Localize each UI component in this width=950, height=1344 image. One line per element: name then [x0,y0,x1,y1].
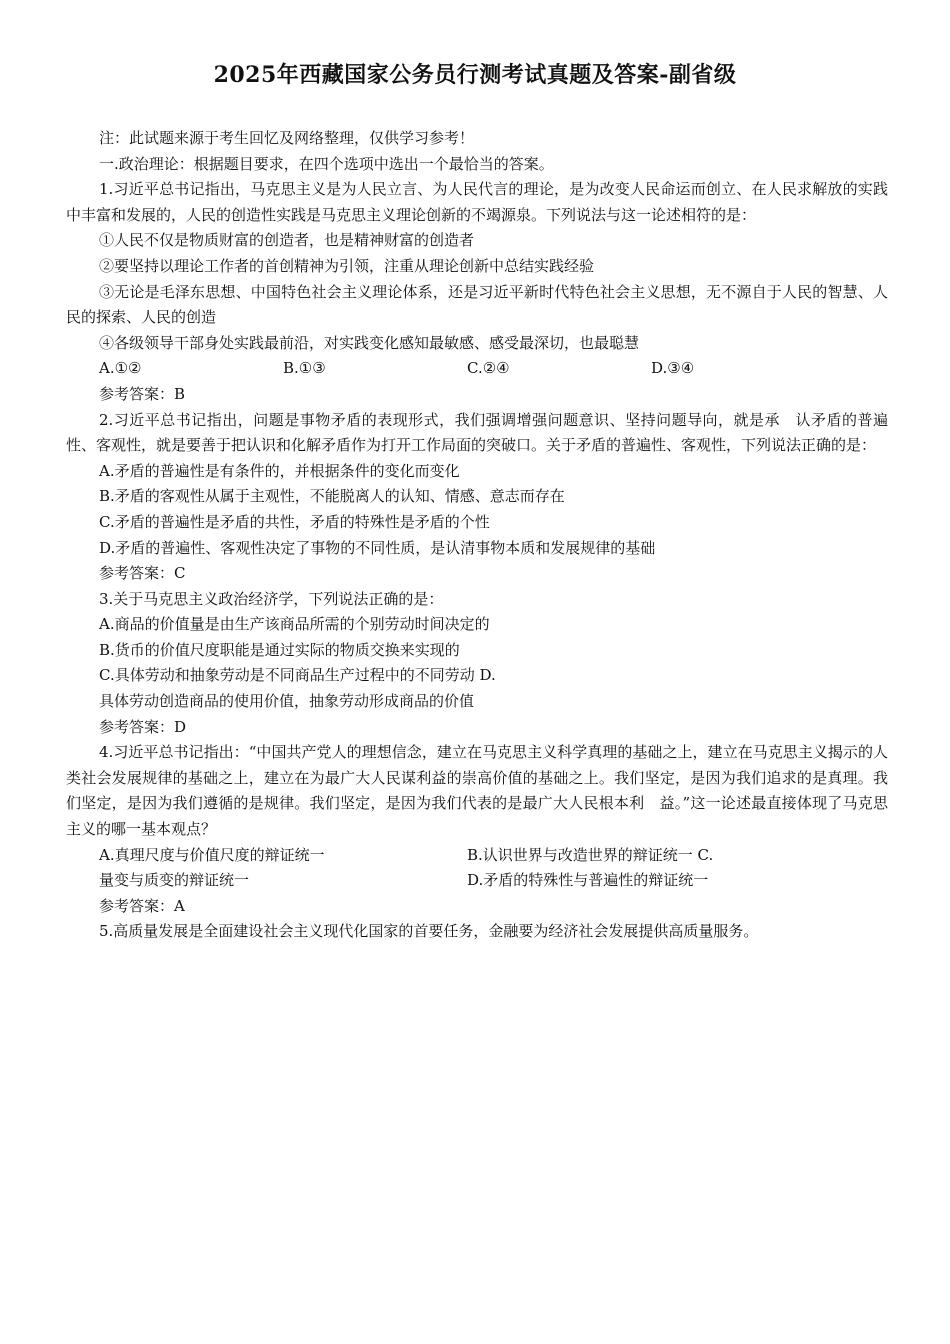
question-4-stem: 4.习近平总书记指出：“中国共产党人的理想信念，建立在马克思主义科学真理的基础之上，建立在马克思主义揭示的人类社会发展规律的基础之上，建立在为最广大人民谋利益的崇高价值的基础之上。我们坚定，是因为我们追求的是真理。我们坚定，是因为我们遵循的是规律。我们坚定，是因为我们代表的是最广大人民根本利 益。”这一论述最直接体现了马克思主义的哪一基本观点？ [66,743,888,839]
question-2-stem: 2.习近平总书记指出，问题是事物矛盾的表现形式，我们强调增强问题意识、坚持问题导向，就是承 认矛盾的普遍性、客观性，就是要善于把认识和化解矛盾作为打开工作局面的突破口。关于矛盾的普遍性、客观性，下列说法正确的是： [66,410,888,455]
question-4-option-c: 量变与质变的辩证统一 [99,871,250,890]
question-1-statement-4: ④各级领导干部身处实践最前沿，对实践变化感知最敏感、感受最深切，也最聪慧 [99,333,640,352]
question-4-option-d: D.矛盾的特殊性与普遍性的辩证统一 [467,871,709,890]
question-1-stem: 1.习近平总书记指出，马克思主义是为人民立言、为人民代言的理论，是为改变人民命运而创立、在人民求解放的实践中丰富和发展的，人民的创造性实践是马克思主义理论创新的不竭源泉。下列说法与这一论述相符的是： [66,180,888,224]
question-3-option-d: 具体劳动创造商品的使用价值，抽象劳动形成商品的价值 [99,692,475,711]
document-body [66,126,888,945]
question-4-options-row-1 [66,843,888,869]
question-3-option-a: A.商品的价值量是由生产该商品所需的个别劳动时间决定的 [99,615,490,634]
question-2-option-c: C.矛盾的普遍性是矛盾的共性，矛盾的特殊性是矛盾的个性 [99,512,490,531]
question-3-stem: 3.关于马克思主义政治经济学，下列说法正确的是： [99,589,444,608]
question-3-option-b: B.货币的价值尺度职能是通过实际的物质交换来实现的 [99,640,460,659]
option-a: A.①② [99,359,142,378]
question-4-option-b: B.认识世界与改造世界的辩证统一 C. [467,845,714,864]
question-4-answer: 参考答案：A [99,896,185,915]
option-b: B.①③ [283,359,326,378]
page-title: 2025年西藏国家公务员行测考试真题及答案-副省级 [213,62,737,88]
question-2-answer: 参考答案：C [99,564,186,583]
question-2-option-a: A.矛盾的普遍性是有条件的，并根据条件的变化而变化 [99,461,460,480]
option-d: D.③④ [651,359,695,378]
question-5-stem: 5.高质量发展是全面建设社会主义现代化国家的首要任务，金融要为经济社会发展提供高质量服务。 [99,922,759,941]
question-3-option-c: C.具体劳动和抽象劳动是不同商品生产过程中的不同劳动 D. [99,666,496,685]
question-1-statement-2: ②要坚持以理论工作者的首创精神为引领，注重从理论创新中总结实践经验 [99,256,595,275]
question-4-option-a: A.真理尺度与价值尺度的辩证统一 [99,845,325,864]
option-c: C.②④ [467,359,510,378]
question-3-answer: 参考答案：D [99,717,187,736]
question-1-statement-3: ③无论是毛泽东思想、中国特色社会主义理论体系，还是习近平新时代特色社会主义思想，无不源自于人民的智慧、人民的探索、人民的创造 [66,282,888,327]
note-text: 注：此试题来源于考生回忆及网络整理，仅供学习参考！ [99,129,475,147]
question-2-option-d: D.矛盾的普遍性、客观性决定了事物的不同性质，是认清事物本质和发展规律的基础 [99,538,656,557]
section-heading: 一.政治理论：根据题目要求，在四个选项中选出一个最恰当的答案。 [99,154,554,173]
question-2-option-b: B.矛盾的客观性从属于主观性，不能脱离人的认知、情感、意志而存在 [99,487,565,506]
question-4-options-row-2 [66,868,888,894]
question-1-options [66,356,888,382]
question-1-answer: 参考答案：B [99,384,186,403]
question-1-statement-1: ①人民不仅是物质财富的创造者，也是精神财富的创造者 [99,231,475,250]
